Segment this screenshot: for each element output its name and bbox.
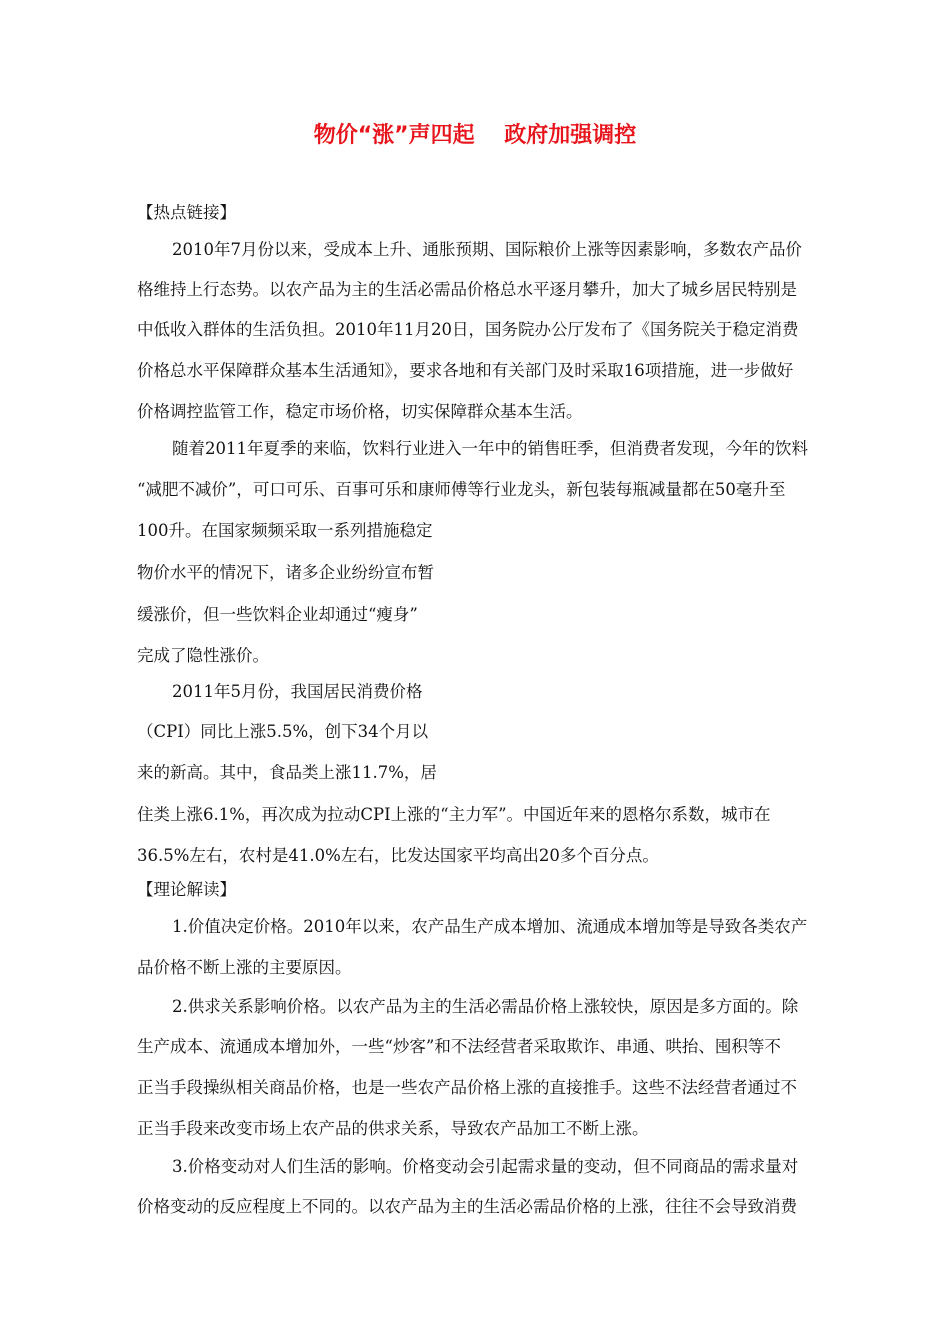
section-heading-theory: 【理论解读】 xyxy=(137,880,236,899)
paragraph-line: 缓涨价，但一些饮料企业却通过“瘦身” xyxy=(137,605,418,624)
paragraph-line: 价格调控监管工作，稳定市场价格，切实保障群众基本生活。 xyxy=(137,402,583,421)
paragraph-line: 2011年5月份，我国居民消费价格 xyxy=(172,682,423,701)
paragraph-line: 3.价格变动对人们生活的影响。价格变动会引起需求量的变动，但不同商品的需求量对 xyxy=(172,1157,799,1176)
paragraph-line: 2010年7月份以来，受成本上升、通胀预期、国际粮价上涨等因素影响，多数农产品价 xyxy=(172,240,802,259)
paragraph-line: 正当手段操纵相关商品价格，也是一些农产品价格上涨的直接推手。这些不法经营者通过不 xyxy=(137,1078,797,1097)
paragraph-line: 品价格不断上涨的主要原因。 xyxy=(137,958,352,977)
paragraph-line: “减肥不减价”，可口可乐、百事可乐和康师傅等行业龙头，新包装每瓶减量都在50毫升至 xyxy=(137,480,786,499)
paragraph-line: 价格变动的反应程度上不同的。以农产品为主的生活必需品价格的上涨，往往不会导致消费 xyxy=(137,1197,797,1216)
paragraph-line: 价格总水平保障群众基本生活通知》，要求各地和有关部门及时采取16项措施，进一步做好 xyxy=(137,361,794,380)
paragraph-line: 100升。在国家频频采取一系列措施稳定 xyxy=(137,521,433,540)
paragraph-line: 生产成本、流通成本增加外，一些“炒客”和不法经营者采取欺诈、串通、哄抬、囤积等不 xyxy=(137,1037,781,1056)
paragraph-line: 来的新高。其中，食品类上涨11.7%，居 xyxy=(137,763,437,782)
paragraph-line: 正当手段来改变市场上农产品的供求关系，导致农产品加工不断上涨。 xyxy=(137,1119,649,1138)
paragraph-line: 格维持上行态势。以农产品为主的生活必需品价格总水平逐月攀升，加大了城乡居民特别是 xyxy=(137,280,797,299)
paragraph-line: 中低收入群体的生活负担。2010年11月20日，国务院办公厅发布了《国务院关于稳定消费 xyxy=(137,320,799,339)
paragraph-line: 36.5%左右，农村是41.0%左右，比发达国家平均高出20多个百分点。 xyxy=(137,846,659,865)
article-title: 物价“涨”声四起 政府加强调控 xyxy=(313,123,637,148)
paragraph-line: 完成了隐性涨价。 xyxy=(137,646,269,665)
paragraph-line: 1.价值决定价格。2010年以来，农产品生产成本增加、流通成本增加等是导致各类农产 xyxy=(172,917,808,936)
paragraph-line: 物价水平的情况下，诸多企业纷纷宣布暂 xyxy=(137,563,434,582)
paragraph-line: （CPI）同比上涨5.5%，创下34个月以 xyxy=(137,722,429,741)
paragraph-line: 2.供求关系影响价格。以农产品为主的生活必需品价格上涨较快，原因是多方面的。除 xyxy=(172,997,799,1016)
paragraph-line: 随着2011年夏季的来临，饮料行业进入一年中的销售旺季，但消费者发现，今年的饮料 xyxy=(172,439,808,458)
paragraph-line: 住类上涨6.1%，再次成为拉动CPI上涨的“主力军”。中国近年来的恩格尔系数，城市在 xyxy=(137,805,771,824)
section-heading-hot-links: 【热点链接】 xyxy=(137,203,236,222)
